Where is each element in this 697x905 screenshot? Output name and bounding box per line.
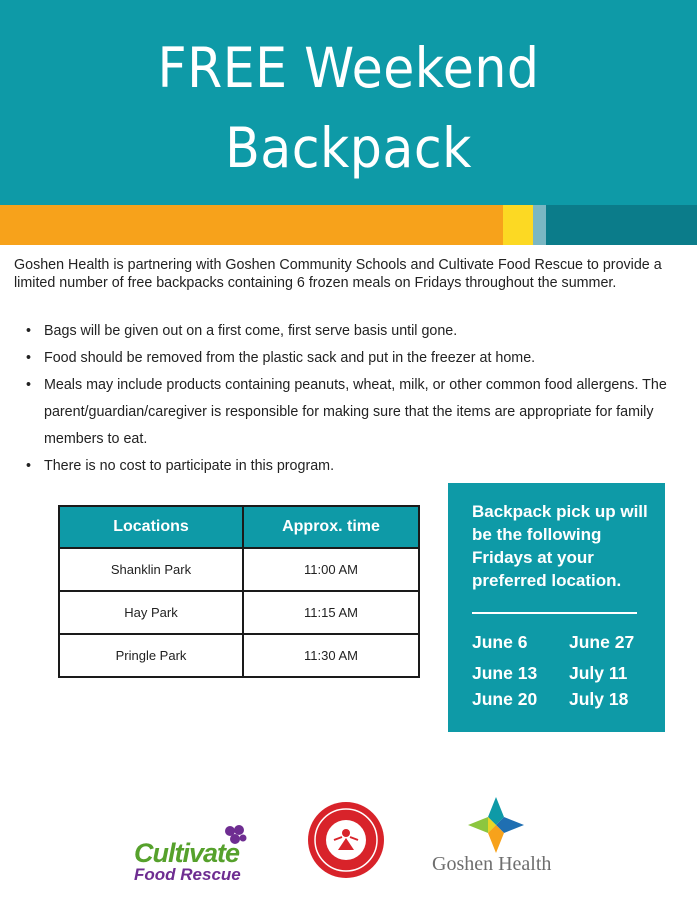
- cultivate-food-rescue-logo: [134, 828, 274, 884]
- color-band-yellow: [503, 205, 533, 245]
- goshen-community-schools-seal: [306, 800, 386, 885]
- pickup-date: June 6: [472, 632, 528, 652]
- goshen-health-logo: [430, 795, 570, 885]
- pickup-date: July 18: [569, 689, 629, 709]
- pickup-date: June 27: [569, 632, 635, 652]
- header-time: Approx. time: [243, 506, 419, 548]
- time-cell: 11:15 AM: [243, 591, 419, 634]
- table-header-row: [59, 506, 419, 548]
- locations-table: [58, 505, 420, 678]
- location-cell: Hay Park: [59, 591, 243, 634]
- school-seal-icon: [306, 800, 386, 880]
- intro-paragraph: Goshen Health is partnering with Goshen Community Schools and Cultivate Food Rescue to provide a limited number of free backpacks containing 6 frozen meals on Fridays throughout the summer.: [14, 257, 662, 291]
- header-banner: [0, 0, 697, 205]
- info-bullet-list: [24, 318, 684, 480]
- time-cell: 11:30 AM: [243, 634, 419, 677]
- bullet-item: • Bags will be given out on a first come, first serve basis until gone.: [26, 323, 458, 339]
- pickup-dates-box: [448, 483, 665, 732]
- cultivate-wordmark: Cultivate: [134, 838, 240, 868]
- bullet-item: • Food should be removed from the plastic sack and put in the freezer at home.: [26, 350, 536, 366]
- title-line-1: FREE Weekend Backpack: [157, 36, 540, 180]
- color-band-teal: [546, 205, 697, 245]
- pickup-heading: Backpack pick up will be the following Fridays at your preferred location.: [472, 502, 648, 590]
- food-rescue-wordmark: Food Rescue: [134, 865, 241, 884]
- pickup-date: June 20: [472, 689, 538, 709]
- header-locations: Locations: [59, 506, 243, 548]
- location-cell: Shanklin Park: [59, 548, 243, 591]
- bullet-item: • There is no cost to participate in this program.: [26, 458, 335, 474]
- color-band-light: [533, 205, 546, 245]
- table-row: [59, 548, 419, 591]
- time-cell: 11:00 AM: [243, 548, 419, 591]
- divider: [472, 612, 637, 614]
- pickup-date: June 13: [472, 663, 538, 683]
- location-cell: Pringle Park: [59, 634, 243, 677]
- goshen-health-star-icon: [466, 795, 526, 855]
- table-row: [59, 591, 419, 634]
- goshen-health-wordmark: Goshen Health: [432, 853, 552, 875]
- color-band-orange: [0, 205, 503, 245]
- pickup-date: July 11: [569, 663, 628, 683]
- bullet-item: • Meals may include products containing peanuts, wheat, milk, or other common food allergens. The parent/guardian/caregiver is responsible for making sure that the items are appropriate for family members to eat.: [26, 377, 667, 447]
- table-row: [59, 634, 419, 677]
